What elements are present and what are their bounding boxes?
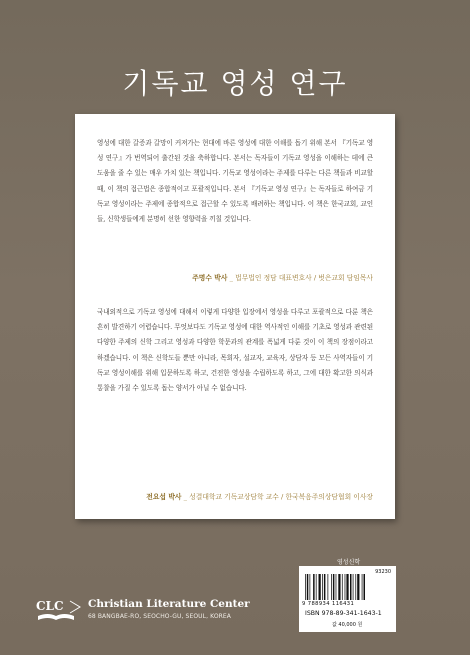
endorsement-1 bbox=[97, 136, 373, 227]
barcode-addon-number: 93230 bbox=[375, 569, 391, 575]
isbn-barcode bbox=[299, 566, 396, 632]
endorsement-2-name: 전요섭 박사 bbox=[146, 493, 182, 501]
endorsement-2-text: 국내외적으로 기독교 영성에 대해서 이렇게 다양한 입장에서 영성을 다루고 포괄적으로 다룬 책은 흔히 발견하기 어렵습니다. 무엇보다도 기독교 영성에 대한 역사적인 이해를 기초로 영성과 관련된 다양한 주제의 신학 그리고 영성과 다양한 학문과의 관계를 폭넓게 다룬 것이 이 책의 장점이라고 하겠습니다. 이 책은 신학도들 뿐만 아니라, 목회자, 설교자, 교육자, 상담자 등 모든 사역자들이 기독교 영성이해를 위해 입문하도록 하고, 건전한 영성을 수립하도록 하고, 그에 대한 확고한 의식과 통찰을 가질 수 있도록 돕는 양서가 아닐 수 없습니다. bbox=[97, 308, 373, 393]
endorsement-1-text: 영성에 대한 갈증과 갈망이 커져가는 현대에 바른 영성에 대한 이해를 돕기 위해 본서 『기독교 영성 연구』가 번역되어 출간된 것을 축하합니다. 본서는 독자들이 기독교 영성을 이해하는 데에 큰 도움을 줄 수 있는 매우 가치 있는 책입니다. 기독교 영성이라는 주제를 다루는 다른 책들과 비교할 때, 이 책의 접근법은 종합적이고 포괄적입니다. 본서 『기독교 영성 연구』는 독자들로 하여금 기독교 영성이라는 주제에 종합적으로 접근할 수 있도록 배려하는 책입니다. 이 책은 한국교회, 교인들, 신학생들에게 분명히 선한 영향력을 끼칠 것입니다. bbox=[97, 139, 373, 224]
clc-logo-icon bbox=[34, 597, 82, 623]
barcode-digits: 9 788934 116431 bbox=[302, 601, 355, 607]
endorsement-2-signature bbox=[97, 491, 373, 503]
publisher-name: Christian Literature Center bbox=[88, 598, 250, 610]
isbn-number: ISBN 978-89-341-1643-1 bbox=[305, 610, 382, 617]
endorsement-1-signature bbox=[97, 272, 373, 284]
book-title: 기독교 영성 연구 bbox=[122, 67, 348, 100]
svg-text:CLC: CLC bbox=[36, 599, 64, 613]
endorsement-1-name: 주명수 박사 bbox=[192, 274, 228, 282]
endorsement-panel bbox=[75, 114, 395, 519]
endorsement-2-affiliation: _ 성결대학교 기독교상담학 교수 / 한국복음주의상담협회 이사장 bbox=[183, 493, 373, 501]
endorsement-1-affiliation: _ 법무법인 정담 대표변호사 / 벗은교회 담임목사 bbox=[229, 274, 373, 282]
category-label: 영성신학 bbox=[337, 559, 361, 566]
barcode-icon bbox=[303, 574, 391, 600]
endorsement-2 bbox=[97, 305, 373, 396]
publisher-address: 68 BANGBAE-RO, SEOCHO-GU, SEOUL, KOREA bbox=[88, 613, 232, 620]
price-label: 값 40,000 원 bbox=[332, 622, 363, 628]
